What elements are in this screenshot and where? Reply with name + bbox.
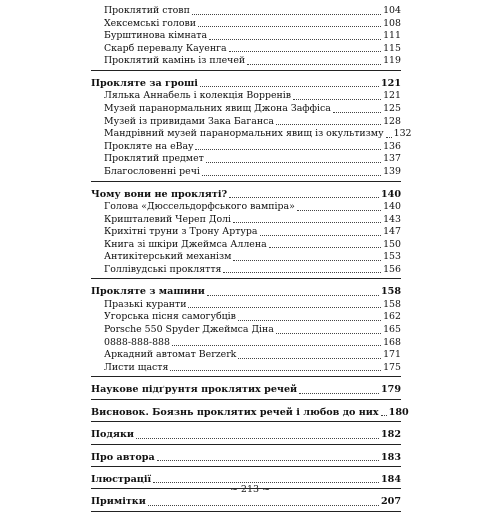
dot-leader [229,51,382,52]
toc-entry-page: 179 [380,384,401,396]
toc-entry-title: Музей паранормальних явищ Джона Заффіса [104,102,331,114]
toc-entry-page: 184 [380,473,401,485]
toc-entry-title: Хексемські голови [104,17,197,29]
dot-leader [202,175,381,176]
toc-section-heading [91,495,401,508]
toc-entry-title: Антикітерський механізм [104,251,232,263]
toc-entry-page: 108 [383,17,401,29]
toc-entry [91,201,401,214]
dot-leader [297,210,381,211]
dot-leader [333,112,381,113]
toc-section [91,285,401,377]
toc-entry-title: Бурштинова кімната [104,30,208,42]
dot-leader [192,14,381,15]
toc-entry-title: Кришталевий Череп Долі [104,213,232,225]
toc-entry-title: Книга зі шкіри Джеймса Аллена [104,238,267,250]
toc-entry-page: 158 [380,286,401,298]
dot-leader [206,162,381,163]
toc-entry-title: Голова «Дюссельдорфського вампіра» [104,200,295,212]
toc-section [91,451,401,467]
toc-entry-page: 168 [383,336,401,348]
toc-entry-page: 139 [383,165,401,177]
toc-entry-page: 175 [383,361,401,373]
toc-section [91,77,412,182]
dot-leader [136,438,379,439]
toc-entry-page: 150 [383,238,401,250]
toc-entry-title: Про автора [91,451,155,463]
toc-entry-page: 207 [380,496,401,508]
toc-entry [91,324,401,337]
toc-section [91,5,401,71]
toc-entry [91,153,401,166]
dot-leader [238,320,381,321]
toc-entry-title: Проклятий предмет [104,153,204,165]
toc-entry-title: Скарб перевалу Кауенга [104,42,227,54]
toc-entry [91,141,401,154]
toc-entry-title: Проклятий стовп [104,5,190,16]
toc-entry-page: 140 [380,188,401,200]
toc-entry-page: 165 [383,324,401,336]
toc-entry-page: 132 [393,128,412,140]
dot-leader [260,235,382,236]
toc-entry-title: Прокляте з машини [91,286,205,298]
dot-leader [238,358,381,359]
page-number: ~ 213 ~ [229,484,271,495]
toc-entry-page: 125 [383,102,401,114]
toc-section-heading [91,406,409,419]
toc-entry-title: Угорська пісня самогубців [104,311,236,323]
toc-entry-page: 115 [383,42,401,54]
dot-leader [276,124,381,125]
toc-entry [91,239,401,252]
toc-entry-title: Крихітні труни з Трону Артура [104,226,258,238]
toc-entry-title: 0888-888-888 [104,336,170,348]
toc-entry [91,337,401,350]
toc-entry [91,116,401,129]
toc-section-heading [91,285,401,298]
toc-entry [91,226,401,239]
dot-leader [229,197,379,198]
toc-entry-page: 183 [380,451,401,463]
toc-entry-title: Висновок. Боязнь проклятих речей і любов до них [91,406,379,418]
dot-leader [172,345,381,346]
dot-leader [148,505,379,506]
toc-entry-page: 137 [383,153,401,165]
toc-entry-title: Листи щастя [104,361,169,373]
toc-entry-page: 121 [383,90,401,102]
toc-entry-page: 111 [383,30,401,42]
toc-entry [91,299,401,312]
dot-leader [188,307,381,308]
toc-entry-page: 119 [383,55,401,67]
toc-entry-page: 128 [383,115,401,127]
toc-entry [91,264,401,277]
toc-entry-title: Празькі куранти [104,298,187,310]
toc-section-heading [91,451,401,464]
toc-entry-title: Аркадний автомат Berzerk [104,349,237,361]
dot-leader [247,64,381,65]
toc-entry-page: 182 [380,429,401,441]
toc-entry [91,128,412,141]
toc-entry-page: 147 [383,226,401,238]
toc-section-heading [91,77,401,90]
toc-entry-page: 140 [383,200,401,212]
toc-entry-page: 143 [383,213,401,225]
toc-entry-title: Чому вони не прокляті? [91,188,228,200]
toc-entry [91,90,401,103]
toc-entry [91,103,401,116]
dot-leader [386,137,392,138]
toc-entry-title: Прокляте за гроші [91,77,198,89]
toc-entry-title: Благословенні речі [104,165,200,177]
toc-section [91,383,401,399]
toc-entry-title: Мандрівний музей паранормальних явищ із окультизму [104,128,384,140]
dot-leader [207,295,379,296]
toc-entry-page: 171 [383,349,401,361]
dot-leader [233,222,381,223]
toc-entry-title: Проклятий камінь із плечей [104,55,246,67]
toc-entry-title: Музей із привидами Зака Баганса [104,115,274,127]
toc-entry-title: Лялька Аннабель і колекція Ворренів [104,90,292,102]
dot-leader [223,272,381,273]
dot-leader [195,149,381,150]
toc-entry-page: 180 [388,406,409,418]
dot-leader [157,460,379,461]
toc-section-heading [91,428,401,441]
toc-entry-title: Прокляте на eBay [104,140,194,152]
toc-entry-page: 153 [383,251,401,263]
dot-leader [381,415,387,416]
toc-entry [91,214,401,227]
toc-entry [91,251,401,264]
toc-entry-page: 162 [383,311,401,323]
toc-entry [91,43,401,56]
toc-entry-title: Примітки [91,496,146,508]
toc-entry-title: Porsche 550 Spyder Джеймса Діна [104,324,274,336]
toc-entry-page: 104 [383,5,401,16]
toc-entry [91,30,401,43]
toc-entry [91,349,401,362]
toc-entry-page: 121 [380,77,401,89]
toc-entry [91,5,401,18]
toc-entry-title: Голлівудські прокляття [104,263,222,275]
dot-leader [233,260,381,261]
toc-entry [91,18,401,31]
toc-entry [91,55,401,68]
toc-section [91,428,401,444]
toc-entry [91,362,401,375]
dot-leader [276,333,381,334]
dot-leader [293,99,381,100]
toc-section [91,495,401,511]
toc-entry-page: 158 [383,298,401,310]
dot-leader [209,39,381,40]
toc-entry-title: Наукове підґрунтя проклятих речей [91,384,298,396]
table-of-contents [91,5,412,518]
toc-entry [91,166,401,179]
toc-section [91,188,401,280]
dot-leader [200,86,379,87]
dot-leader [170,370,381,371]
toc-entry-title: Подяки [91,429,134,441]
toc-entry-page: 136 [383,140,401,152]
toc-entry-page: 156 [383,263,401,275]
toc-section-heading [91,383,401,396]
toc-section-heading [91,188,401,201]
toc-entry-title: Ілюстрації [91,473,152,485]
dot-leader [269,247,381,248]
toc-entry [91,311,401,324]
dot-leader [299,393,379,394]
toc-section [91,406,409,422]
dot-leader [198,26,381,27]
